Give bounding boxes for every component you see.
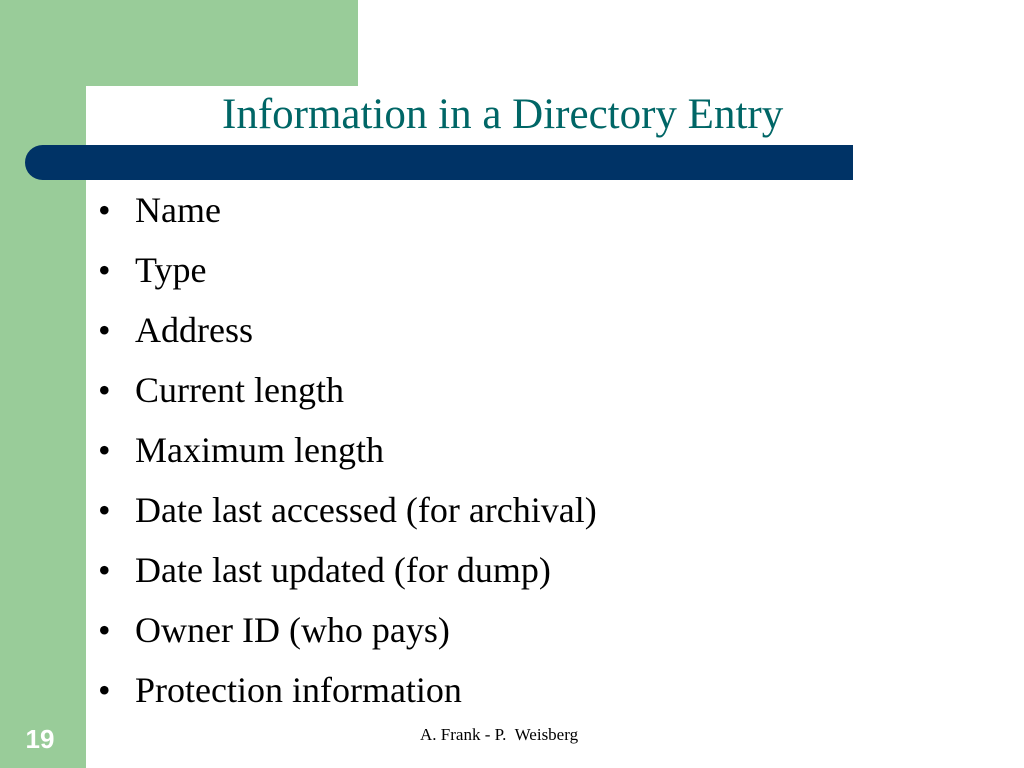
bullet-item (98, 480, 597, 540)
slide-title: Information in a Directory Entry (222, 91, 784, 138)
bullet-list (98, 180, 597, 720)
bullet-item (98, 540, 597, 600)
bullet-text: Protection information (135, 670, 462, 710)
bullet-text: Date last updated (for dump) (135, 550, 551, 590)
bullet-icon: • (98, 310, 111, 350)
bullet-icon: • (98, 550, 111, 590)
bullet-item (98, 300, 597, 360)
bullet-item (98, 360, 597, 420)
title-underline-bar (25, 145, 853, 180)
bullet-text: Maximum length (135, 430, 384, 470)
slide-footer-authors: A. Frank - P. Weisberg (420, 725, 579, 744)
bullet-icon: • (98, 490, 111, 530)
bullet-icon: • (98, 250, 111, 290)
bullet-item (98, 240, 597, 300)
top-decorative-block (86, 0, 358, 86)
bullet-item (98, 180, 597, 240)
bullet-item (98, 600, 597, 660)
bullet-item (98, 420, 597, 480)
bullet-icon: • (98, 370, 111, 410)
bullet-text: Address (135, 310, 253, 350)
bullet-icon: • (98, 670, 111, 710)
slide-page-number: 19 (25, 724, 55, 754)
bullet-icon: • (98, 610, 111, 650)
bullet-text: Name (135, 190, 221, 230)
bullet-text: Date last accessed (for archival) (135, 490, 597, 530)
bullet-item (98, 660, 597, 720)
left-decorative-band (0, 0, 86, 768)
bullet-text: Owner ID (who pays) (135, 610, 450, 650)
bullet-text: Type (135, 250, 207, 290)
bullet-icon: • (98, 190, 111, 230)
bullet-text: Current length (135, 370, 344, 410)
bullet-icon: • (98, 430, 111, 470)
